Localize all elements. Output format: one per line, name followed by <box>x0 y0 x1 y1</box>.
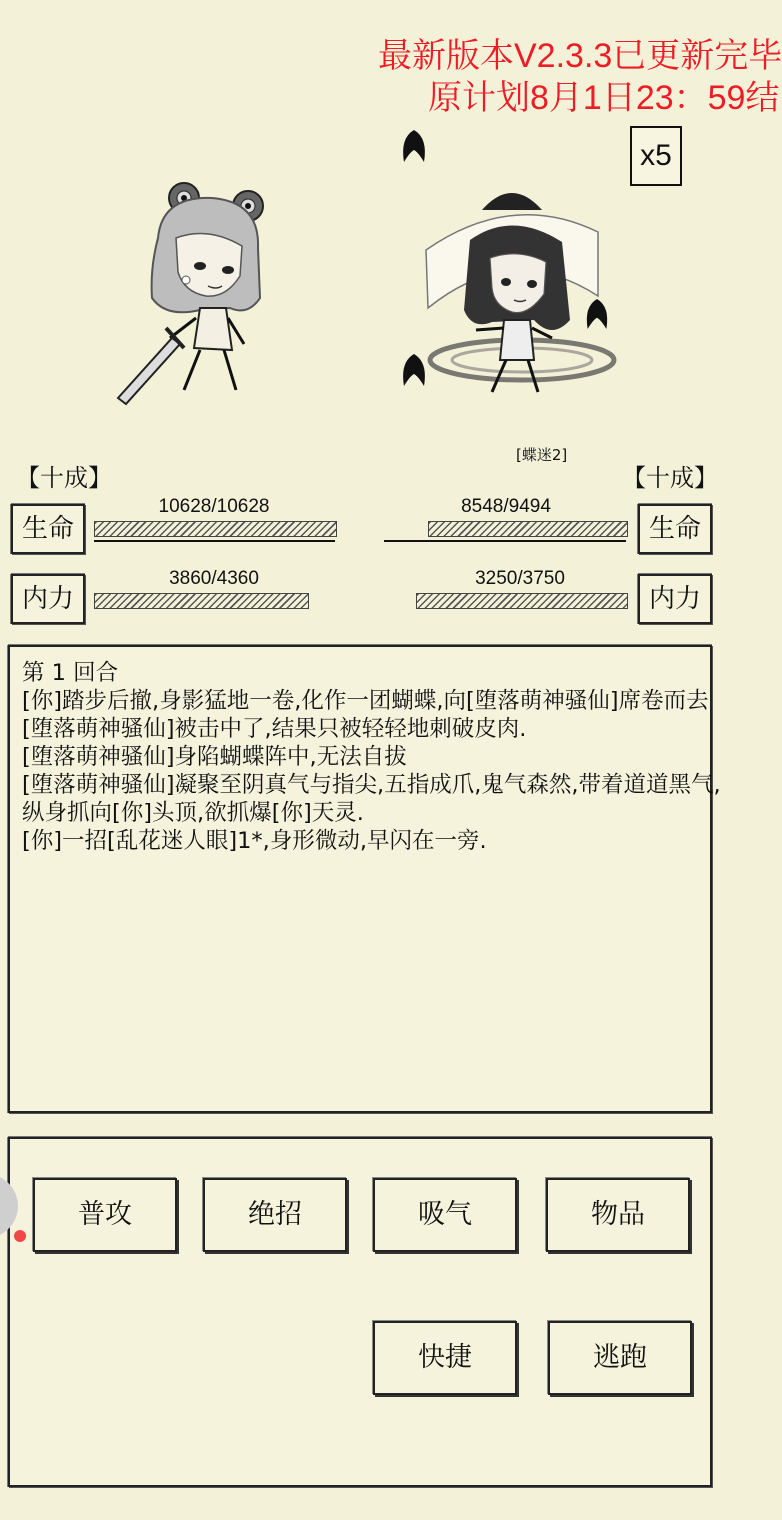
battle-log-line: 纵身抓向[你]头顶,欲抓爆[你]天灵. <box>22 800 364 826</box>
enemy-status-effect: [蝶迷2] <box>516 446 568 464</box>
speed-button[interactable]: x5 <box>630 126 682 186</box>
ultimate-button[interactable]: 绝招 <box>203 1178 347 1252</box>
enemy-power-label: 【十成】 <box>622 464 718 492</box>
enemy-hp-value: 8548/9494 <box>461 496 551 517</box>
player-hp-label: 生命 <box>11 504 85 554</box>
breathe-button[interactable]: 吸气 <box>373 1178 517 1252</box>
player-sprite-icon <box>100 168 280 408</box>
enemy-hp-label: 生命 <box>638 504 712 554</box>
player-hp-underline <box>94 540 335 542</box>
update-notice-line1: 最新版本V2.3.3已更新完毕 <box>378 37 782 75</box>
enemy-hp-underline <box>384 540 626 542</box>
enemy-sprite-icon <box>412 170 622 400</box>
enemy-mp-label: 内力 <box>638 574 712 624</box>
quick-button[interactable]: 快捷 <box>373 1321 517 1395</box>
player-mp-bar <box>94 593 309 609</box>
battle-log-line: [堕落萌神骚仙]身陷蝴蝶阵中,无法自拔 <box>22 744 407 770</box>
player-power-label: 【十成】 <box>16 464 112 492</box>
battle-log-line: [堕落萌神骚仙]被击中了,结果只被轻轻地刺破皮肉. <box>22 716 527 742</box>
player-mp-label: 内力 <box>11 574 85 624</box>
player-hp-value: 10628/10628 <box>158 496 270 517</box>
enemy-mp-bar <box>416 593 628 609</box>
notification-dot-icon <box>14 1230 26 1242</box>
battle-log-line: [你]踏步后撤,身影猛地一卷,化作一团蝴蝶,向[堕落萌神骚仙]席卷而去 <box>22 688 709 714</box>
attack-button[interactable]: 普攻 <box>33 1178 177 1252</box>
battle-log-line: [堕落萌神骚仙]凝聚至阴真气与指尖,五指成爪,鬼气森然,带着道道黑气, <box>22 772 721 798</box>
update-notice-line2: 原计划8月1日23：59结 <box>428 79 780 117</box>
player-hp-bar <box>94 521 337 537</box>
enemy-hp-bar <box>428 521 628 537</box>
battle-log-line: 第 1 回合 <box>22 660 119 686</box>
player-mp-value: 3860/4360 <box>169 568 259 589</box>
flee-button[interactable]: 逃跑 <box>548 1321 692 1395</box>
items-button[interactable]: 物品 <box>546 1178 690 1252</box>
enemy-mp-value: 3250/3750 <box>475 568 565 589</box>
butterfly-icon <box>398 128 430 164</box>
battle-log-panel[interactable] <box>8 645 721 1113</box>
battle-log-line: [你]一招[乱花迷人眼]1*,身形微动,早闪在一旁. <box>22 828 487 854</box>
